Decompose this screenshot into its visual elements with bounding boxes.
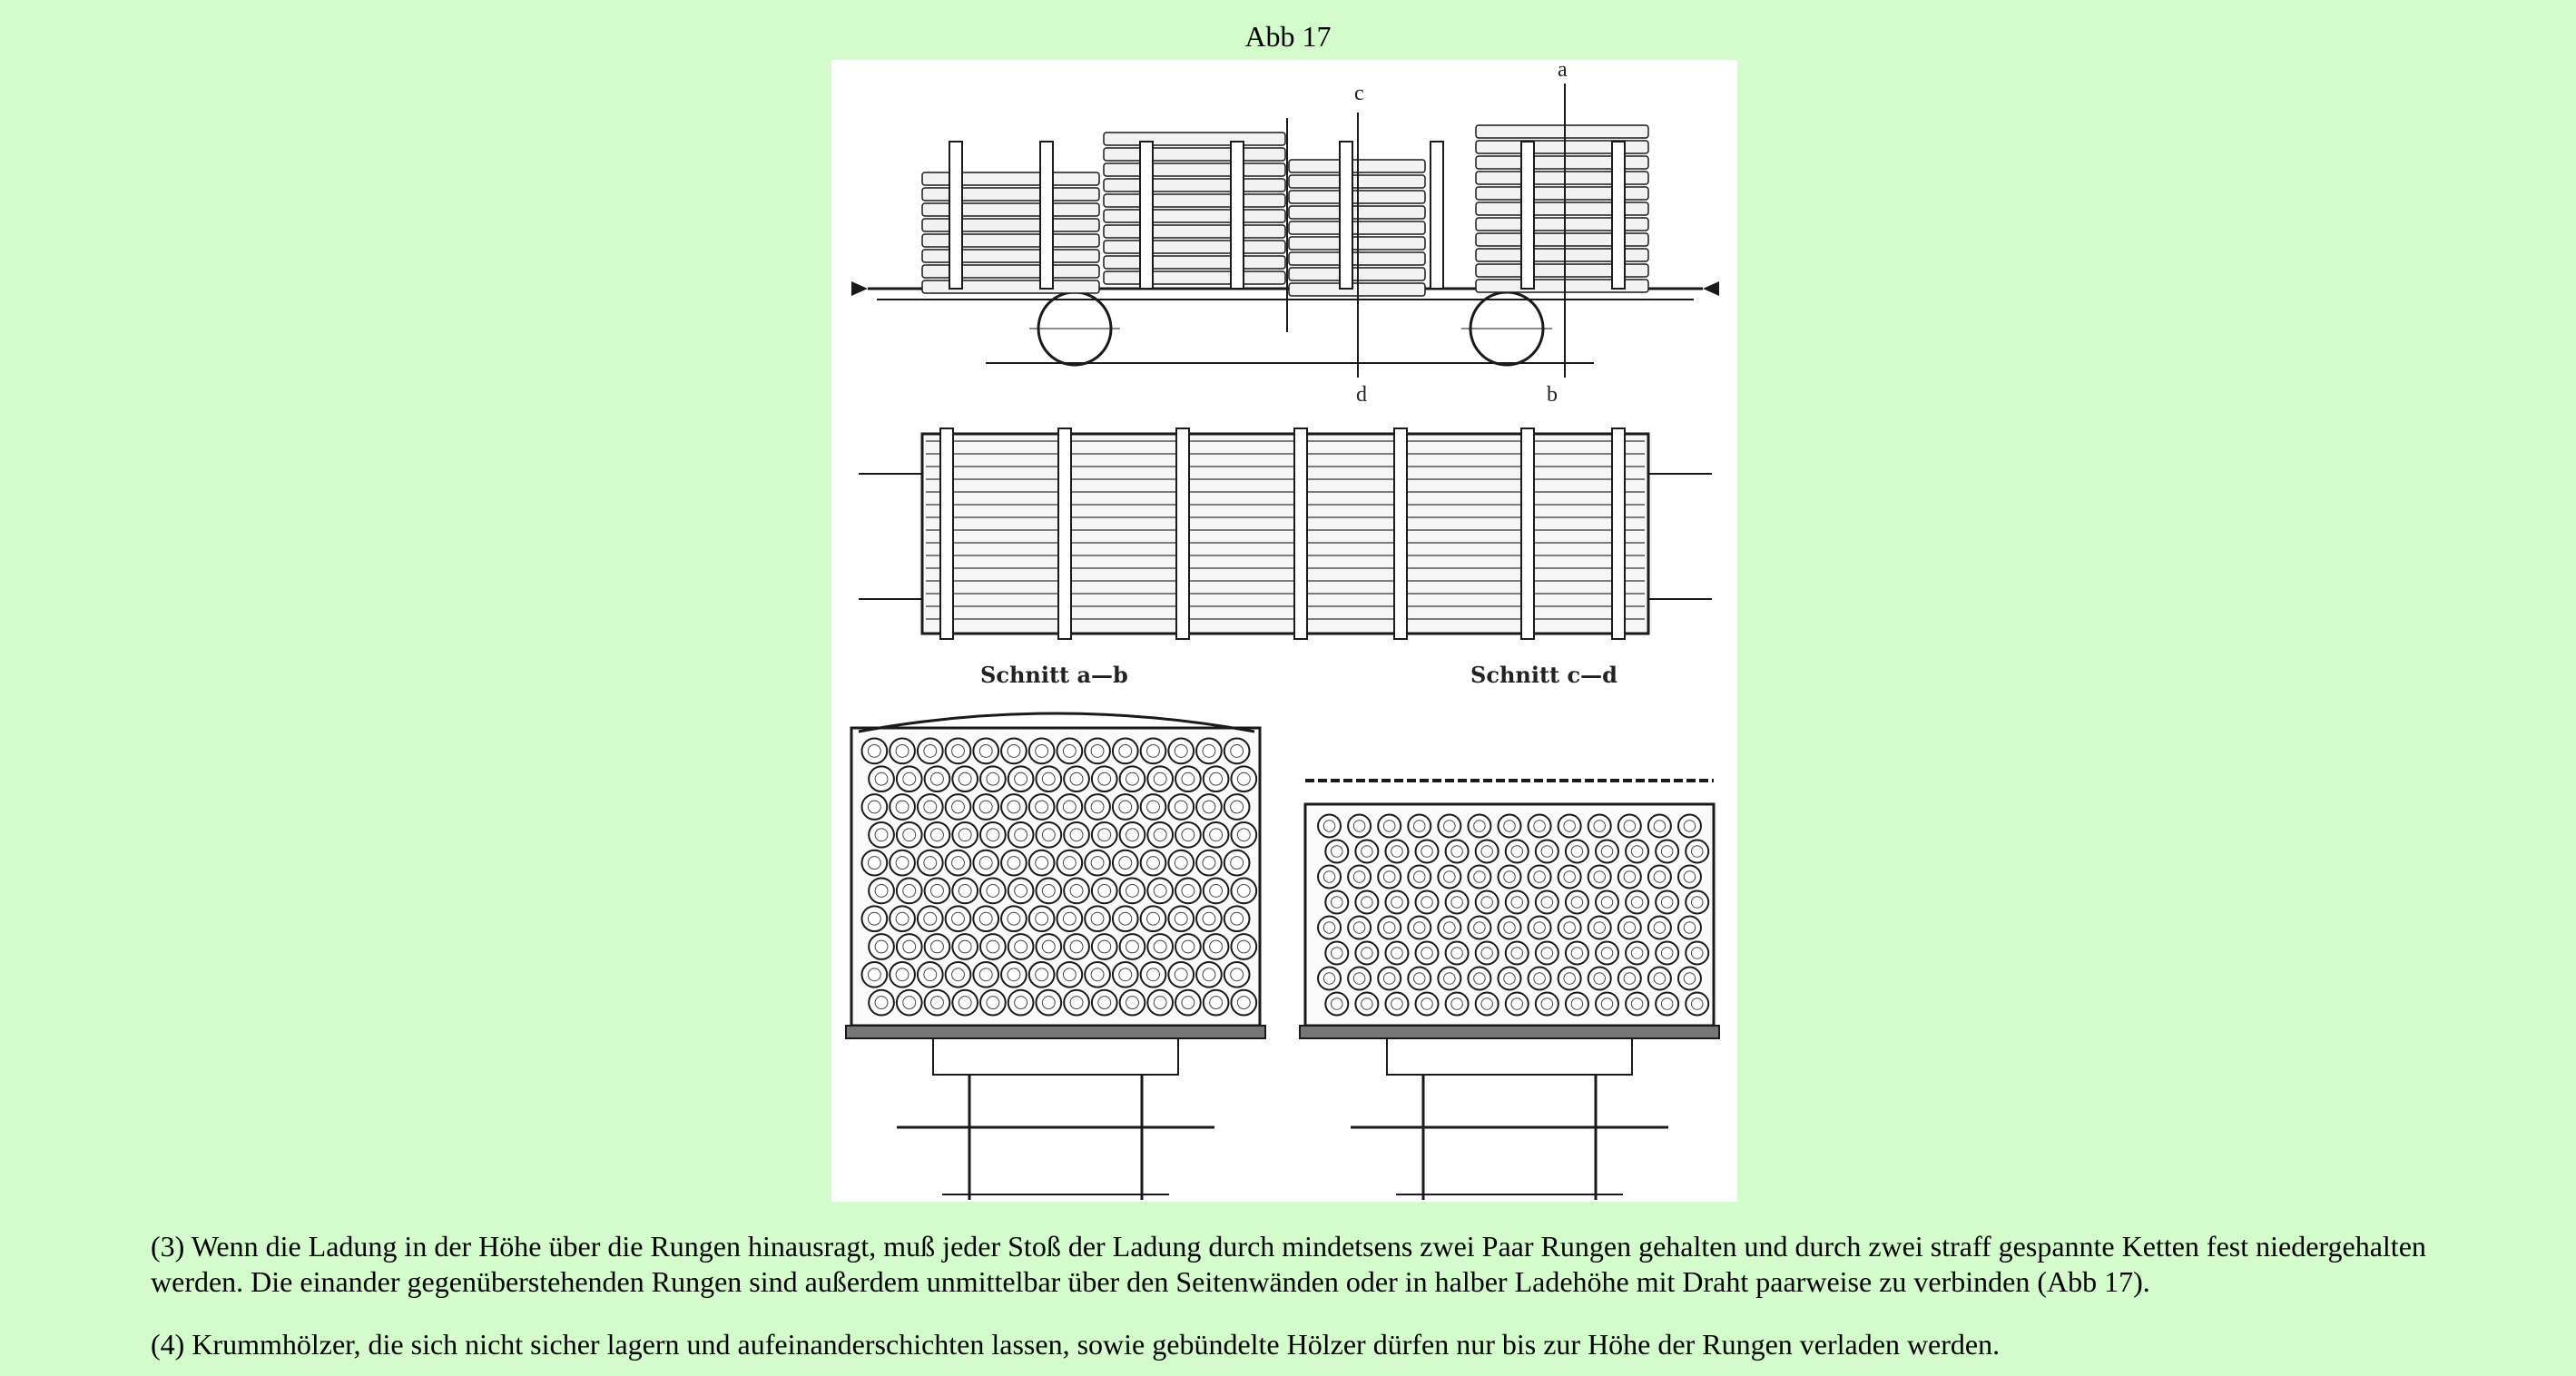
wagon-loading-drawing: [831, 60, 1737, 1202]
section-label-c-d: Schnitt c—d: [1470, 662, 1617, 688]
figure-caption: Abb 17: [1244, 20, 1332, 53]
dimension-label-a: a: [1558, 60, 1568, 82]
side-view-drawing: [851, 84, 1719, 378]
section-a-b-drawing: [846, 713, 1265, 1200]
dimension-label-c: c: [1354, 82, 1364, 105]
paragraph-3: (3) Wenn die Ladung in der Höhe über die Rungen hinausragt, muß jeder Stoß der Ladung durch mindetsens zwei Paar Rungen gehalten und durch zwei straff gespannte Ketten fest niedergehalten werden. Die einander gegenüberstehenden Rungen sind außerdem unmittelbar über den Seitenwänden oder in halber Ladehöhe mit Draht paarweise zu verbinden (Abb 17).: [151, 1230, 2426, 1298]
paragraph-4: (4) Krummhölzer, die sich nicht sicher lagern und aufeinanderschichten lassen, sowie gebündelte Hölzer dürfen nur bis zur Höhe der Rungen verladen werden.: [151, 1328, 2001, 1361]
dimension-label-d: d: [1356, 383, 1367, 407]
section-label-a-b: Schnitt a—b: [980, 662, 1128, 688]
top-view-drawing: [859, 428, 1712, 639]
dimension-label-b: b: [1547, 383, 1558, 407]
section-c-d-drawing: [1300, 781, 1719, 1200]
figure-illustration: [831, 60, 1737, 1202]
